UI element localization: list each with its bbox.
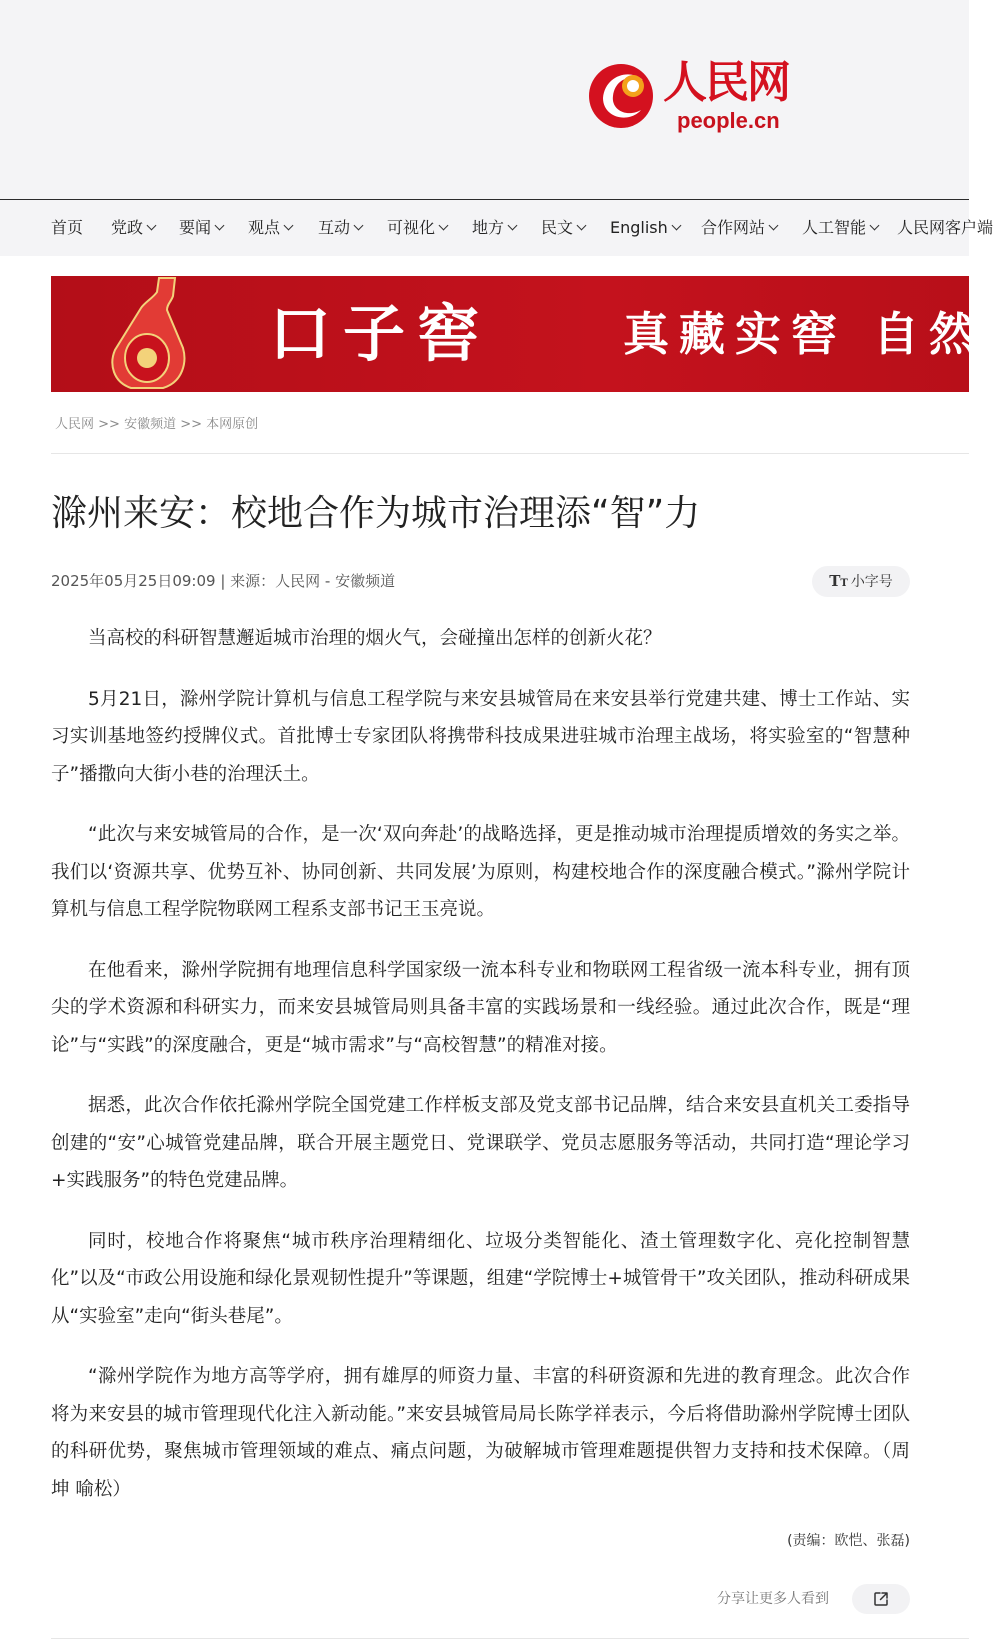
font-size-toggle-label: 小字号 — [850, 574, 893, 590]
nav-item-local[interactable]: 地方 — [472, 200, 516, 256]
chevron-down-icon — [215, 221, 225, 231]
nav-item-app[interactable]: 人民网客户端 — [897, 218, 993, 237]
article-meta: 2025年05月25日09:09 | 来源：人民网 - 安徽频道 — [51, 572, 396, 590]
ad-brand-name: 口子窖 — [269, 297, 492, 370]
article-paragraph: 5月21日，滁州学院计算机与信息工程学院与来安县城管局在来安县举行党建共建、博士工作站、实习实训基地签约授牌仪式。首批博士专家团队将携带科技成果进驻城市治理主战场，将实验室的“智慧种子”播撒向大街小巷的治理沃土。 — [51, 688, 910, 785]
logo-english-text: people.cn — [677, 108, 780, 133]
breadcrumb-link-people[interactable]: 人民网 — [55, 417, 95, 432]
footer-divider — [51, 1638, 969, 1639]
article-paragraph: 当高校的科研智慧邂逅城市治理的烟火气，会碰撞出怎样的创新火花？ — [88, 628, 662, 649]
article-body — [51, 620, 910, 1531]
share-prompt: 分享让更多人看到 — [717, 1591, 829, 1607]
ad-banner[interactable] — [51, 276, 986, 392]
chevron-down-icon — [147, 221, 157, 231]
chevron-down-icon — [769, 221, 779, 231]
chevron-down-icon — [508, 221, 518, 231]
nav-item-news[interactable]: 要闻 — [179, 200, 223, 256]
nav-item-interaction[interactable]: 互动 — [318, 200, 362, 256]
share-button[interactable] — [852, 1584, 910, 1614]
font-size-toggle-button[interactable] — [812, 566, 910, 597]
logo-chinese-text: 人民网 — [663, 57, 789, 108]
nav-item-ai[interactable]: 人工智能 — [802, 200, 878, 256]
liquor-bottle-icon — [101, 278, 191, 390]
nav-item-partners[interactable]: 合作网站 — [701, 200, 777, 256]
share-icon — [873, 1591, 889, 1607]
nav-item-party[interactable]: 党政 — [111, 200, 155, 256]
breadcrumb-link-anhui[interactable]: 安徽频道 — [124, 417, 177, 432]
chevron-down-icon — [439, 221, 449, 231]
breadcrumb-divider — [51, 453, 969, 454]
article-paragraph: “滁州学院作为地方高等学府，拥有雄厚的师资力量、丰富的科研资源和先进的教育理念。此次合作将为来安县的城市管理现代化注入新动能。”来安县城管局局长陈学祥表示，今后将借助滁州学院博士团队的科研优势，聚焦城市管理领域的难点、痛点问题，为破解城市管理难题提供智力支持和技术保障。（周坤 喻松） — [51, 1366, 910, 1500]
site-header — [0, 0, 969, 199]
chevron-down-icon — [354, 221, 364, 231]
article-editor: (责编：欧恺、张磊) — [787, 1533, 910, 1549]
chevron-down-icon — [671, 221, 681, 231]
main-nav — [0, 200, 993, 256]
breadcrumb-link-original[interactable]: 本网原创 — [206, 417, 259, 432]
nav-item-home[interactable]: 首页 — [51, 218, 84, 237]
article-paragraph: 在他看来，滁州学院拥有地理信息科学国家级一流本科专业和物联网工程省级一流本科专业，拥有顶尖的学术资源和科研实力，而来安县城管局则具备丰富的实践场景和一线经验。通过此次合作，既是“理论”与“实践”的深度融合，更是“城市需求”与“高校智慧”的精准对接。 — [51, 959, 910, 1056]
chevron-down-icon — [577, 221, 587, 231]
site-logo[interactable] — [583, 54, 803, 136]
ad-slogan: 真藏实窖 自然 — [623, 307, 986, 361]
nav-item-english[interactable]: English — [610, 200, 680, 256]
breadcrumb-separator: >> — [176, 417, 207, 432]
article-paragraph: 据悉，此次合作依托滁州学院全国党建工作样板支部及党支部书记品牌，结合来安县直机关工委指导创建的“安”心城管党建品牌，联合开展主题党日、党课联学、党员志愿服务等活动，共同打造“理论学习+实践服务”的特色党建品牌。 — [51, 1095, 910, 1191]
article-paragraph: 同时，校地合作将聚焦“城市秩序治理精细化、垃圾分类智能化、渣土管理数字化、亮化控制智慧化”以及“市政公用设施和绿化景观韧性提升”等课题，组建“学院博士+城管骨干”攻关团队，推动科研成果从“实验室”走向“街头巷尾”。 — [51, 1230, 910, 1327]
nav-item-visual[interactable]: 可视化 — [387, 200, 447, 256]
nav-item-ethnic[interactable]: 民文 — [541, 200, 585, 256]
nav-item-opinion[interactable]: 观点 — [248, 200, 292, 256]
breadcrumb — [55, 413, 258, 432]
breadcrumb-separator: >> — [94, 417, 125, 432]
chevron-down-icon — [870, 221, 880, 231]
article-paragraph: “此次与来安城管局的合作，是一次‘双向奔赴’的战略选择，更是推动城市治理提质增效的务实之举。我们以‘资源共享、优势互补、协同创新、共同发展’为原则，构建校地合作的深度融合模式。”滁州学院计算机与信息工程学院物联网工程系支部书记王玉亮说。 — [51, 824, 910, 920]
chevron-down-icon — [284, 221, 294, 231]
font-size-icon: TT — [829, 572, 848, 590]
article-title: 滁州来安：校地合作为城市治理添“智”力 — [51, 493, 701, 534]
people-logo-icon — [583, 54, 663, 134]
